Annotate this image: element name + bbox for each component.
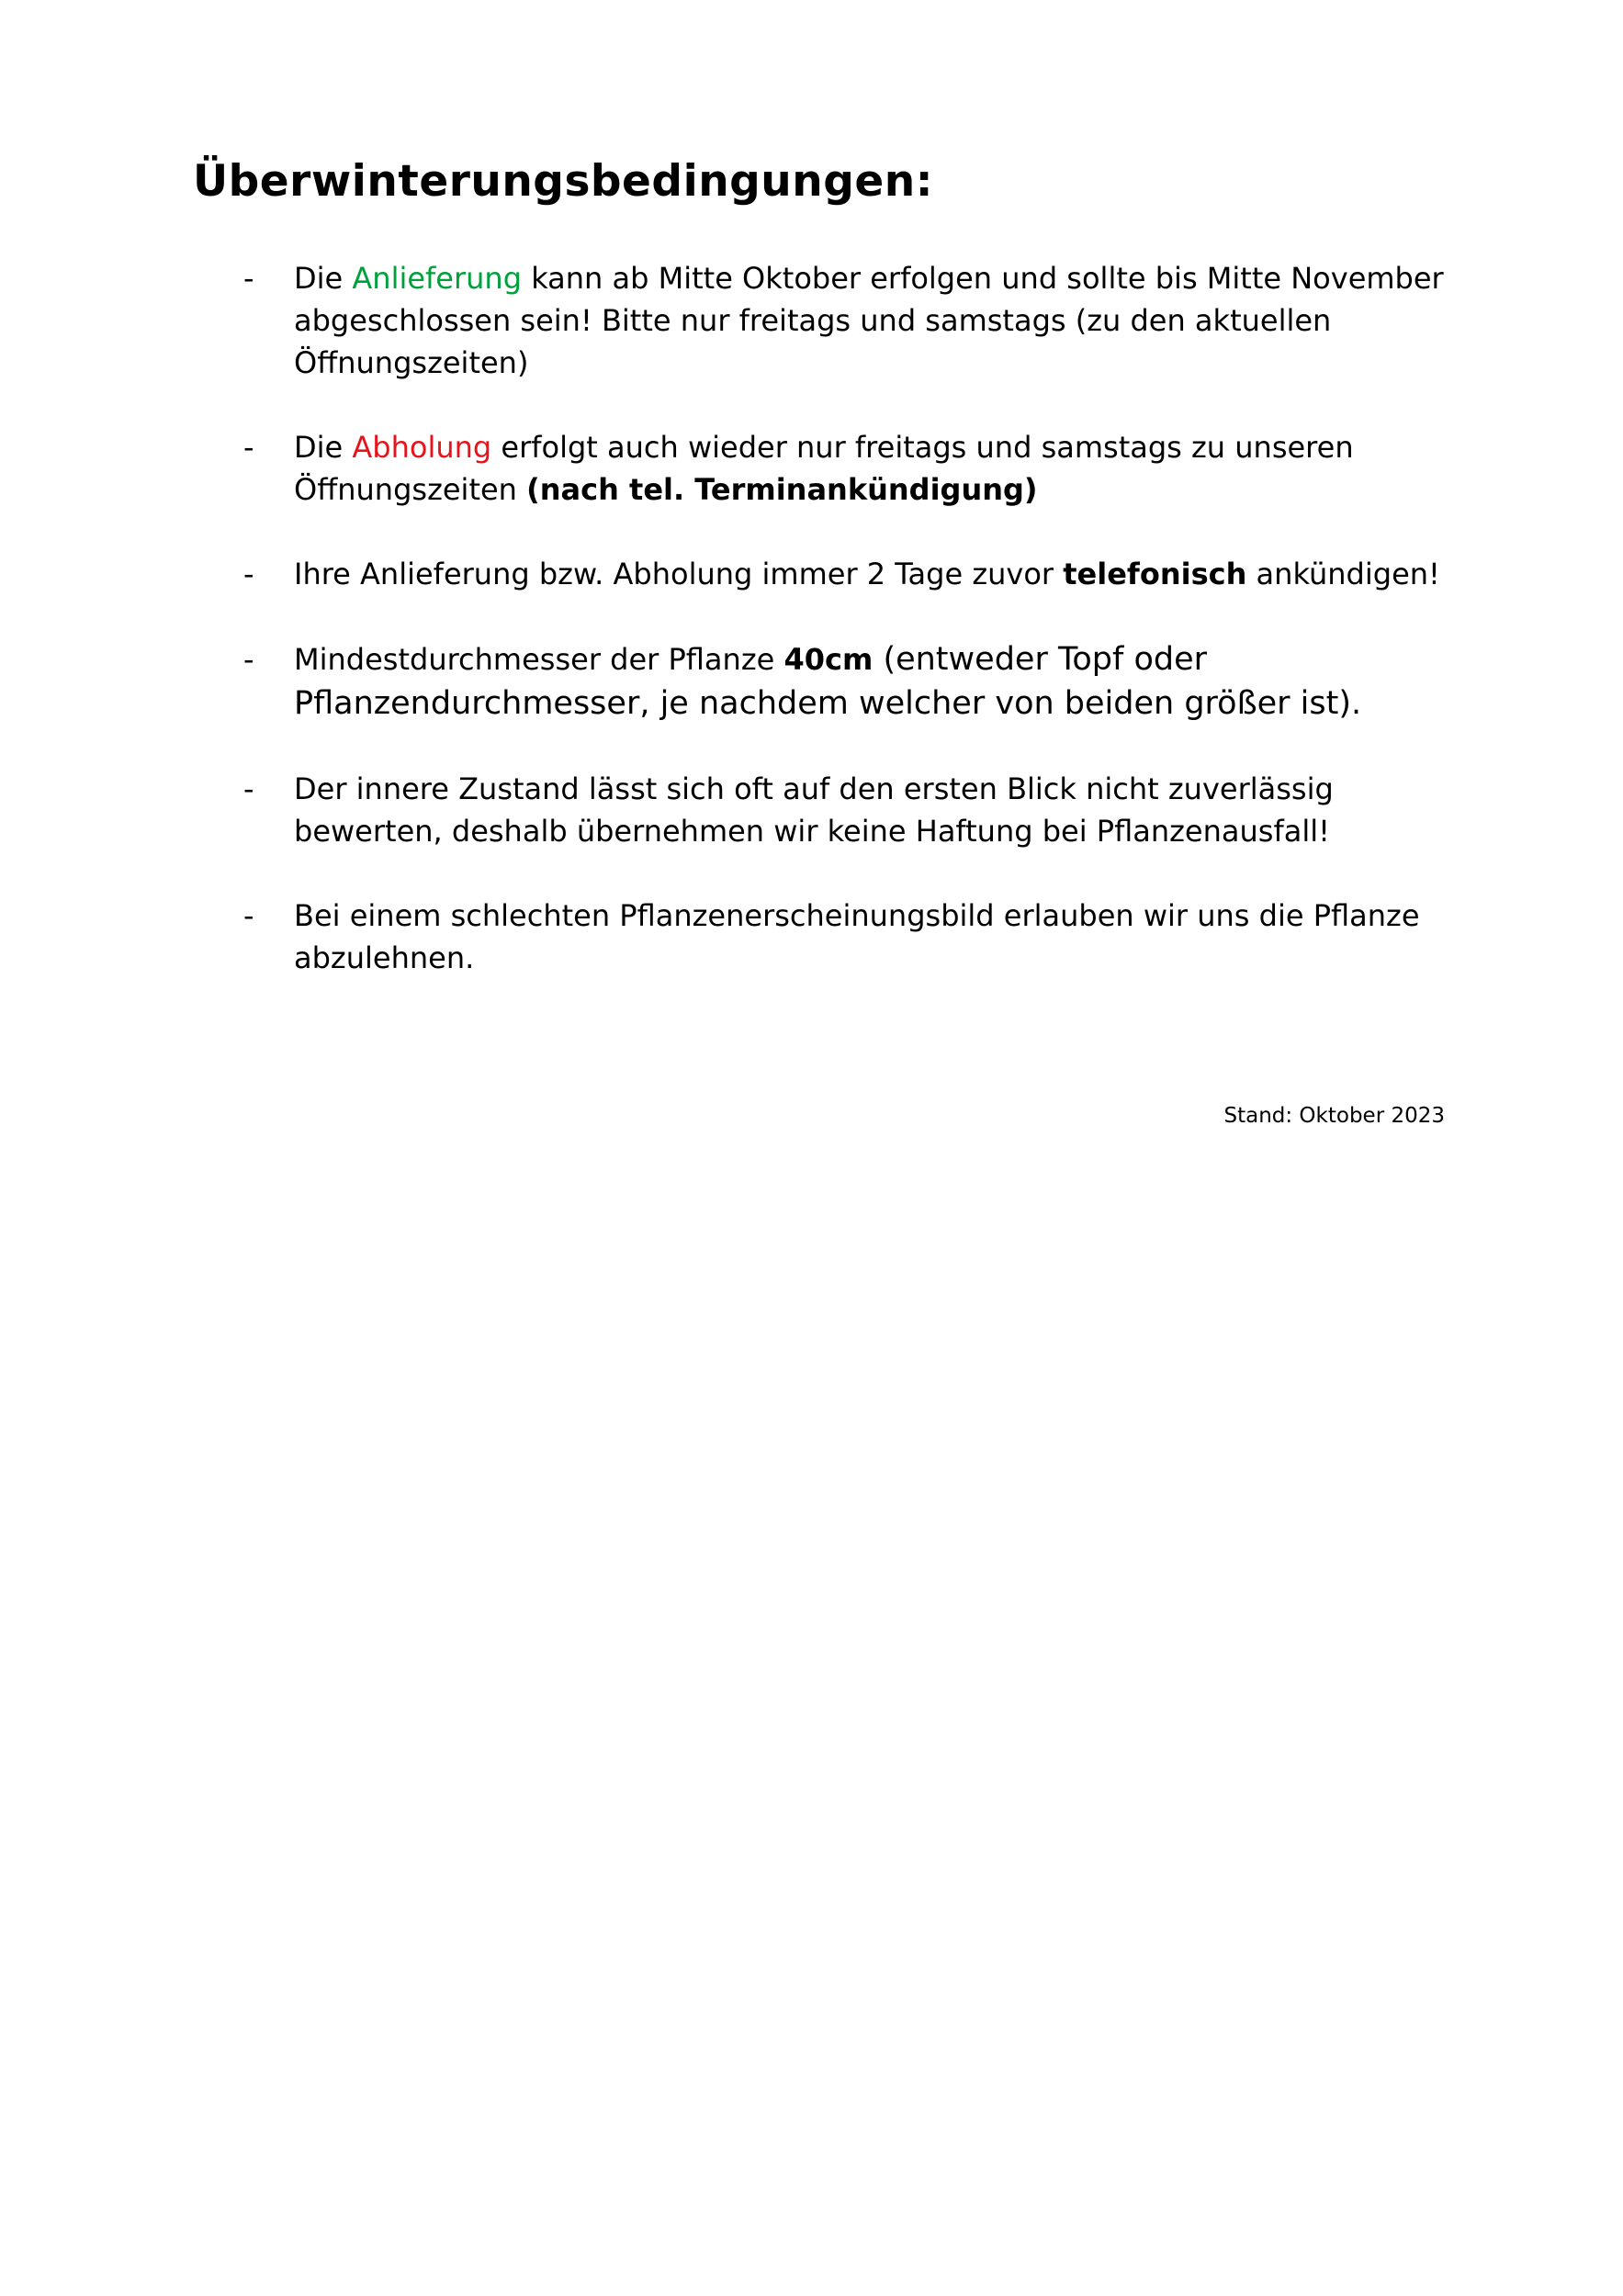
item-text: Mindestdurchmesser der Pflanze [294, 642, 784, 677]
list-item-haftung [239, 768, 1460, 852]
item-text: Ihre Anlieferung bzw. Abholung immer 2 Tage zuvor [294, 557, 1064, 591]
item-text: Die [294, 430, 353, 465]
bullet-dash: - [243, 898, 254, 933]
bullet-dash: - [243, 430, 254, 465]
item-text: kann ab Mitte Oktober erfolgen und sollte bis Mitte November abgeschlossen sein! Bitte nur freitags und samstags (zu den aktuellen Öffnungszeiten) [294, 261, 1444, 380]
item-text: (entweder Topf oder Pflanzendurchmesser, je nachdem welcher von beiden größer ist). [294, 641, 1362, 722]
list-item-ablehnung [239, 895, 1460, 979]
bullet-dash: - [243, 261, 254, 296]
conditions-list [239, 257, 1460, 1021]
item-bold-text: telefonisch [1063, 557, 1247, 591]
list-item-anlieferung [239, 257, 1460, 384]
item-text: Die [294, 261, 353, 296]
list-item-abholung [239, 426, 1460, 511]
item-bold-text: (nach tel. Terminankündigung) [526, 472, 1038, 507]
abholung-highlight: Abholung [352, 430, 492, 465]
item-text: erfolgt auch wieder nur freitags und samstags zu unseren Öffnungszeiten [294, 430, 1354, 507]
bullet-dash: - [243, 557, 254, 591]
item-text: ankündigen! [1246, 557, 1440, 591]
item-text: Der innere Zustand lässt sich oft auf den ersten Blick nicht zuverlässig bewerten, deshalb übernehmen wir keine Haftung bei Pflanzenausfall! [294, 771, 1334, 849]
item-bold-text: 40cm [783, 642, 873, 677]
bullet-dash: - [243, 771, 254, 806]
stand-date: Stand: Oktober 2023 [1223, 1104, 1445, 1128]
list-item-telefonisch [239, 553, 1460, 595]
item-text: Bei einem schlechten Pflanzenerscheinungsbild erlauben wir uns die Pflanze abzulehnen. [294, 898, 1420, 975]
anlieferung-highlight: Anlieferung [352, 261, 523, 296]
list-item-durchmesser [239, 637, 1460, 726]
bullet-dash: - [243, 642, 254, 677]
page-title: Überwinterungsbedingungen: [193, 156, 933, 207]
